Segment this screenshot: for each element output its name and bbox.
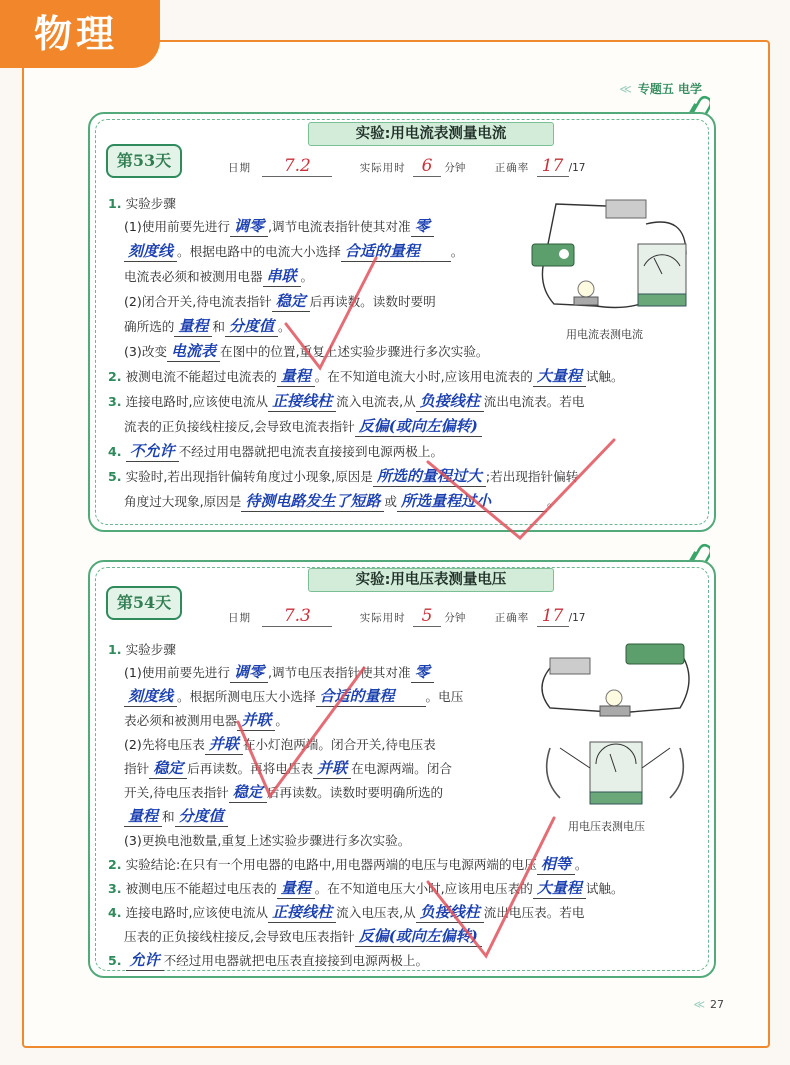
- q1-line-2: 刻度线 。根据电路中的电流大小选择 合适的量程 。: [124, 240, 463, 263]
- answer-blank: 量程: [277, 879, 315, 899]
- figure-caption: 用电流表测电流: [566, 328, 643, 341]
- q1-line-6: 开关,待电压表指针 稳定 后再读数。读数时要明确所选的: [124, 783, 444, 801]
- answer-blank: 量程: [174, 317, 212, 337]
- date-value: 7.2: [262, 156, 332, 177]
- question-5: 5. 实验时,若出现指针偏转角度过小现象,原因是 所选的量程过大 ;若出现指针偏转: [108, 467, 579, 485]
- meta-row: [228, 156, 585, 177]
- exercise-card-54: [88, 560, 716, 978]
- card-title: 实验:用电流表测量电流: [308, 122, 554, 146]
- answer-blank: 不允许: [126, 442, 179, 462]
- q1-line-8: (3)更换电池数量,重复上述实验步骤进行多次实验。: [124, 833, 411, 848]
- time-unit: 分钟: [444, 162, 466, 174]
- q1-line-5: 指针 稳定 后再读数。再将电压表 并联 在电源两端。闭合: [124, 759, 452, 777]
- answer-blank: 量程: [124, 807, 162, 827]
- answer-blank: 正接线柱: [268, 903, 336, 923]
- answer-blank: 稳定: [149, 759, 187, 779]
- q1-line-3: 表必须和被测用电器 并联 。: [124, 711, 288, 729]
- answer-blank: 大量程: [533, 367, 586, 387]
- answer-blank: 调零: [230, 217, 268, 237]
- answer-blank: 零: [411, 663, 434, 683]
- question-3: 3. 连接电路时,应该使电流从 正接线柱 流入电流表,从 负接线柱 流出电流表。若电: [108, 392, 585, 410]
- question-1: 1. 实验步骤: [108, 196, 176, 211]
- ammeter-circuit-figure: [526, 194, 696, 324]
- topic-label: 专题五 电学: [637, 82, 702, 96]
- answer-blank: 相等: [537, 855, 575, 875]
- double-chevron-icon: ≪: [693, 998, 705, 1011]
- q1-line-6: (3)改变 电流表 在图中的位置,重复上述实验步骤进行多次实验。: [124, 342, 489, 360]
- answer-blank: 所选的量程过大: [373, 467, 486, 487]
- accuracy-label: 正确率: [494, 162, 530, 174]
- answer-blank: 大量程: [533, 879, 586, 899]
- answer-blank: 反偏(或向左偏转): [355, 417, 482, 437]
- accuracy-total: /17: [568, 612, 586, 624]
- answer-blank: 所选量程过小: [397, 492, 547, 512]
- date-label: 日期: [228, 162, 251, 174]
- question-5: 5. 允许 不经过用电器就把电压表直接接到电源两极上。: [108, 951, 429, 969]
- answer-blank: 稳定: [229, 783, 267, 803]
- day-badge: 第53天: [106, 144, 182, 178]
- meta-row: [228, 606, 585, 627]
- question-3: 3. 被测电压不能超过电压表的 量程 。在不知道电压大小时,应该用电压表的 大量程 试触。: [108, 879, 624, 897]
- answer-blank: 待测电路发生了短路: [241, 492, 384, 512]
- q4-line-2: 压表的正负接线柱接反,会导致电压表指针 反偏(或向左偏转): [124, 925, 482, 948]
- q1-line-2: 刻度线 。根据所测电压大小选择 合适的量程 。电压: [124, 685, 463, 708]
- answer-blank: 并联: [237, 711, 275, 731]
- answer-blank: 反偏(或向左偏转): [355, 927, 482, 947]
- answer-blank: 负接线柱: [416, 392, 484, 412]
- question-1: 1. 实验步骤: [108, 642, 176, 657]
- voltmeter-circuit-figure: [530, 638, 700, 810]
- answer-blank: 电流表: [167, 342, 220, 362]
- date-label: 日期: [228, 612, 251, 624]
- answer-blank: 量程: [277, 367, 315, 387]
- time-value: 5: [413, 606, 441, 627]
- page-number: ≪ 27: [693, 998, 724, 1011]
- answer-blank: 分度值: [225, 317, 278, 337]
- q1-line-1: (1)使用前要先进行 调零 ,调节电压表指针使其对准 零: [124, 661, 434, 684]
- q1-line-1: (1)使用前要先进行 调零 ,调节电流表指针使其对准 零: [124, 215, 434, 238]
- exercise-card-53: [88, 112, 716, 532]
- time-label: 实际用时: [359, 162, 406, 174]
- q1-line-7: 量程 和 分度值: [124, 805, 228, 828]
- answer-blank: 稳定: [272, 292, 310, 312]
- question-2: 2. 被测电流不能超过电流表的 量程 。在不知道电流大小时,应该用电流表的 大量程 试触。: [108, 367, 624, 385]
- date-value: 7.3: [262, 606, 332, 627]
- answer-blank: 负接线柱: [416, 903, 484, 923]
- accuracy-label: 正确率: [494, 612, 530, 624]
- answer-blank: 刻度线: [124, 687, 177, 707]
- time-unit: 分钟: [444, 612, 466, 624]
- day-badge: 第54天: [106, 586, 182, 620]
- answer-blank: 并联: [313, 759, 351, 779]
- q1-line-5: 确所选的 量程 和 分度值 。: [124, 317, 291, 335]
- accuracy-total: /17: [568, 162, 586, 174]
- q1-line-4: (2)先将电压表 并联 在小灯泡两端。闭合开关,待电压表: [124, 735, 436, 753]
- question-2: 2. 实验结论:在只有一个用电器的电路中,用电器两端的电压与电源两端的电压 相等 。: [108, 855, 588, 873]
- q1-line-4: (2)闭合开关,待电流表指针 稳定 后再读数。读数时要明: [124, 292, 436, 310]
- q1-line-3: 电流表必须和被测用电器 串联 。: [124, 267, 314, 285]
- question-4: 4. 不允许 不经过用电器就把电流表直接接到电源两极上。: [108, 442, 444, 460]
- accuracy-value: 17: [537, 606, 569, 627]
- subject-tag: 物理: [0, 0, 160, 68]
- card-title: 实验:用电压表测量电压: [308, 568, 554, 592]
- answer-blank: 刻度线: [124, 242, 177, 262]
- answer-blank: 允许: [126, 951, 164, 971]
- answer-blank: 分度值: [175, 807, 228, 827]
- answer-blank: 合适的量程: [341, 242, 451, 262]
- answer-blank: 零: [411, 217, 434, 237]
- q3-line-2: 流表的正负接线柱接反,会导致电流表指针 反偏(或向左偏转): [124, 415, 482, 438]
- answer-blank: 正接线柱: [268, 392, 336, 412]
- double-chevron-icon: ≪: [619, 82, 632, 96]
- answer-blank: 并联: [205, 735, 243, 755]
- accuracy-value: 17: [537, 156, 569, 177]
- answer-blank: 调零: [230, 663, 268, 683]
- time-label: 实际用时: [359, 612, 406, 624]
- answer-blank: 合适的量程: [316, 687, 426, 707]
- q5-line-2: 角度过大现象,原因是 待测电路发生了短路 或 所选量程过小 。: [124, 492, 560, 510]
- question-4: 4. 连接电路时,应该使电流从 正接线柱 流入电压表,从 负接线柱 流出电压表。若电: [108, 903, 585, 921]
- answer-blank: 串联: [263, 267, 301, 287]
- figure-caption: 用电压表测电压: [568, 820, 645, 833]
- time-value: 6: [413, 156, 441, 177]
